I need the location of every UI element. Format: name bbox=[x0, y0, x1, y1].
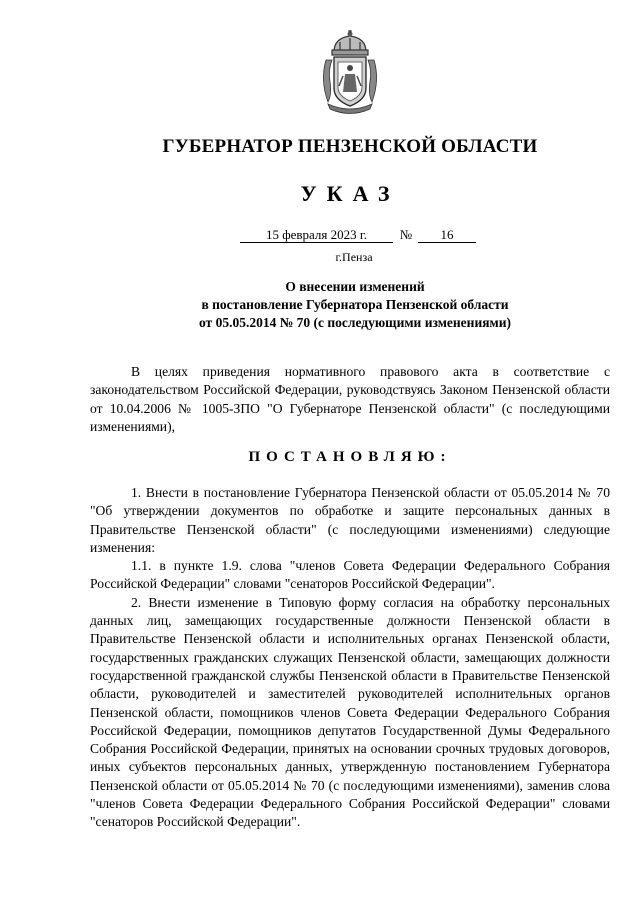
coat-of-arms-icon bbox=[318, 30, 382, 114]
subject-line-3: от 05.05.2014 № 70 (с последующими изменениями) bbox=[198, 315, 511, 330]
city: г.Пенза bbox=[335, 250, 373, 264]
subject-line-1: О внесении изменений bbox=[285, 279, 425, 294]
document-subject bbox=[0, 278, 640, 332]
clause-2: 2. Внести изменение в Типовую форму согласия на обработку персональных данных лиц, замещающих государственные должности Пензенской области в Правительстве Пензенской области и исполнительных органах Пензенской области, государственных гражданских служащих Пензенской области, замещающих должности государственной гражданской службы Пензенской области в Правительстве Пензенской области, руководителей и заместителей руководителей исполнительных органов Пензенской области, помощников членов Совета Федерации Федерального Собрания Российской Федерации, помощников депутатов Государственной Думы Федерального Собрания Российской Федерации, принятых на основании срочных трудовых договоров, иных субъектов персональных данных, утвержденную постановлением Губернатора Пензенской области от 05.05.2014 № 70 (с последующими изменениями), заменив слова "членов Совета Федерации Федерального Собрания Российской Федерации" словами "сенаторов Российской Федерации". bbox=[90, 594, 610, 830]
preamble-paragraph: В целях приведения нормативного правового акта в соответствие с законодательством Российской Федерации, руководствуясь Законом Пензенской области от 10.04.2006 № 1005-ЗПО "О Губернаторе Пензенской области" (с последующими изменениями), bbox=[90, 364, 610, 434]
document-date: 15 февраля 2023 г. bbox=[240, 228, 393, 243]
subject-line-2: в постановление Губернатора Пензенской области bbox=[201, 297, 509, 312]
clauses-block bbox=[90, 484, 610, 832]
decree-heading: ПОСТАНОВЛЯЮ: bbox=[248, 449, 452, 465]
number-sign: № bbox=[399, 227, 413, 242]
clause-1-1: 1.1. в пункте 1.9. слова "членов Совета Федерации Федерального Собрания Российской Федерации" словами "сенаторов Российской Федерации". bbox=[90, 558, 610, 592]
clause-1: 1. Внести в постановление Губернатора Пензенской области от 05.05.2014 № 70 "Об утверждении документов по обработке и защите персональных данных в Правительстве Пензенской области" (с последующими изменениями) следующие изменения: bbox=[90, 485, 610, 555]
issuer-title: ГУБЕРНАТОР ПЕНЗЕНСКОЙ ОБЛАСТИ bbox=[162, 136, 538, 157]
preamble-block bbox=[90, 363, 610, 436]
document-number: 16 bbox=[418, 228, 476, 243]
document-type: УКАЗ bbox=[300, 181, 400, 206]
